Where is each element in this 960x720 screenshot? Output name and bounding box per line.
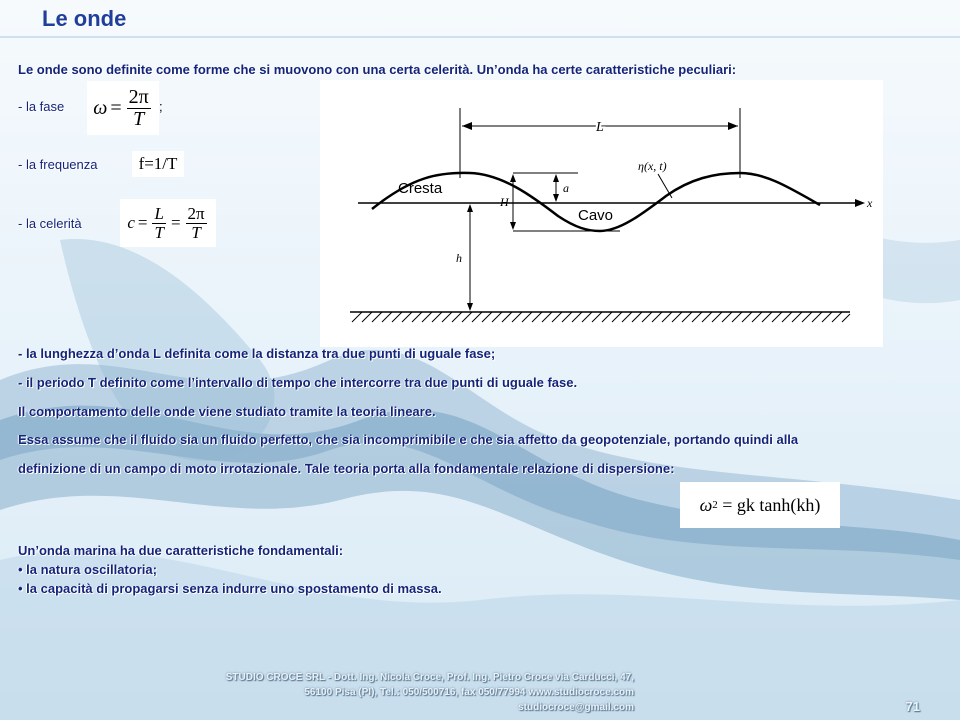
footer-line-1: STUDIO CROCE SRL - Dott. Ing. Nicola Croce, Prof. Ing. Pietro Croce via Carducci, 47, [225,672,634,683]
arrowhead [553,174,559,182]
lunghezza-onda-text: - la lunghezza d’onda L definita come la distanza tra due punti di uguale fase; [18,346,496,361]
fase-semicolon: ; [159,99,163,114]
page-number: 71 [905,699,920,714]
celerita-label: - la celerità [18,216,82,231]
crest-label: Cresta [398,180,443,197]
footer-line-3: studiocroce@gmail.com [518,702,634,713]
teoria-lineare-text-1: Essa assume che il fluido sia un fluido perfetto, che sia incomprimibile e che sia affetto da geopotenziale, portando quindi alla [18,432,799,447]
arrowhead [462,122,472,130]
formula-fraction-2 [186,205,207,242]
formula-rhs: = gk tanh(kh) [717,494,821,515]
formula-exponent: 2 [712,499,718,511]
seabed-hatching [352,312,850,322]
arrowhead [728,122,738,130]
trough-label: Cavo [578,207,614,224]
intro-text: Le onde sono definite come forme che si muovono con una certa celerità. Un’onda ha certe caratteristiche peculiari: [18,62,737,77]
colon: : [670,461,675,476]
formula-c: c [127,213,135,232]
arrowhead [467,204,473,212]
relazione-dispersione-label: relazione di dispersione [521,461,671,476]
arrowhead [510,174,516,182]
onda-marina-text: Un’onda marina ha due caratteristiche fondamentali: [18,543,344,558]
celerita-formula [120,199,216,247]
x-axis-label: x [867,196,873,210]
formula-equals: = [110,96,122,119]
wave-diagram-svg [320,80,883,347]
formula-denominator: T [133,107,145,130]
eta-label: η(x, t) [638,159,667,173]
bullet-propagazione: • la capacità di propagarsi senza indurre uno spostamento di massa. [18,581,442,596]
formula-fraction [127,87,151,130]
formula-equals: = [170,213,181,232]
fase-formula [87,81,159,135]
wave-height-label: H [500,195,509,209]
eta-leader-line [658,174,672,198]
comportamento-text: Il comportamento delle onde viene studiato tramite la teoria lineare. [18,404,436,419]
dispersion-formula [680,482,840,528]
title-divider [0,36,960,38]
slide-title: Le onde [42,6,127,31]
depth-label: h [456,251,462,265]
arrowhead [510,222,516,230]
formula-omega: ω [93,96,108,119]
arrowhead [467,303,473,311]
teoria-lineare-text-2 [18,461,674,476]
formula-fraction-1 [152,205,165,242]
periodo-text: - il periodo T definito come l’intervallo di tempo che intercorre tra due punti di uguale fase. [18,375,578,390]
frequenza-formula: f=1/T [132,151,184,177]
teoria-lineare-text-2a: definizione di un campo di moto irrotazionale. Tale teoria porta alla fondamentale [18,461,522,476]
fase-label: - la fase [18,99,65,114]
formula-denominator: T [191,222,201,242]
wave-diagram [320,80,883,347]
formula-equals: = [137,213,148,232]
wavelength-label: L [596,120,604,135]
formula-numerator: 2π [128,85,149,108]
formula-omega: ω [699,494,713,515]
amplitude-label: a [563,181,569,195]
formula-numerator: 2π [187,203,205,223]
footer-line-2: 56100 Pisa (PI), Tel.: 050/500716, fax 050/77994 www.studiocroce.com [304,687,634,698]
x-axis-arrow [855,199,865,207]
arrowhead [553,194,559,202]
bullet-oscillatoria: • la natura oscillatoria; [18,562,157,577]
frequenza-label: - la frequenza [18,157,98,172]
formula-numerator: L [154,203,164,223]
formula-denominator: T [154,222,164,242]
